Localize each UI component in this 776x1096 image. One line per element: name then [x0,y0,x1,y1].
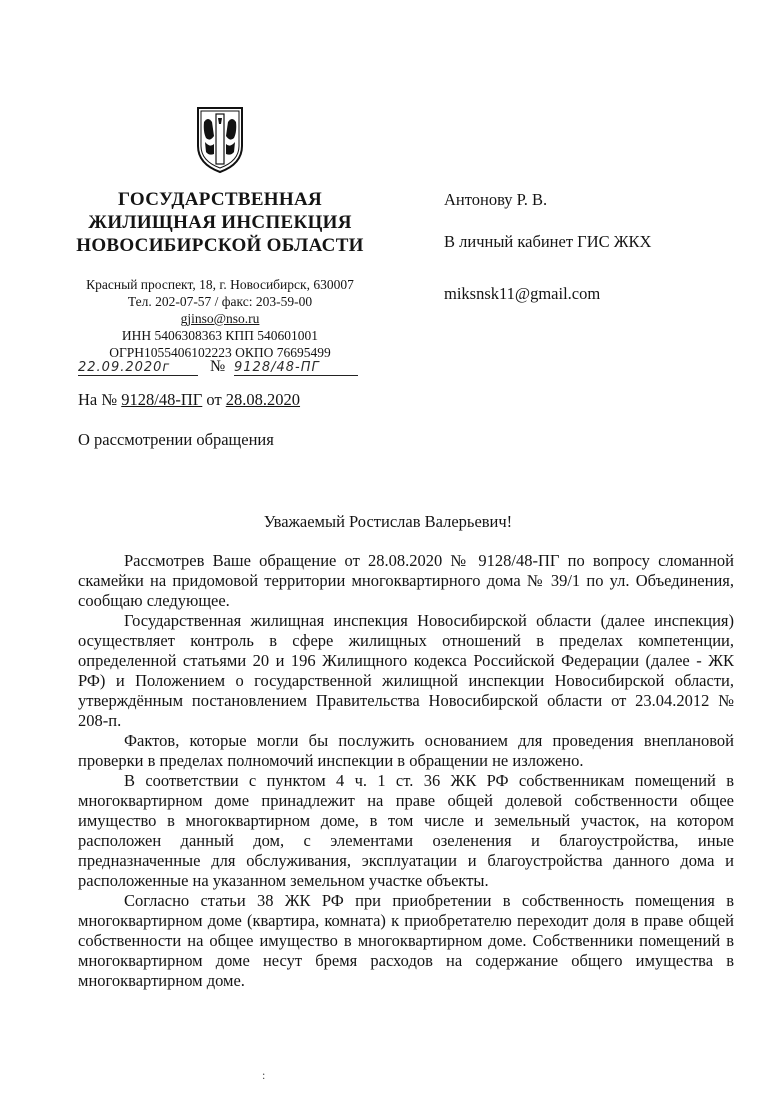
org-name-line-3: НОВОСИБИРСКОЙ ОБЛАСТИ [76,235,364,256]
recipient-email: miksnsk11@gmail.com [444,284,601,303]
org-phone: Тел. 202-07-57 / факс: 203-59-00 [127,294,313,309]
outgoing-registration [74,360,364,384]
footer-mark: : [262,1068,266,1082]
body-paragraph-5: Согласно статьи 38 ЖК РФ при приобретении в собственность помещения в многоквартирном доме (квартира, комната) к приобретателю переходит доля в праве общей собственности на общее имущество в многоквартирном доме. Собственники помещений в многоквартирном доме несут бремя расходов на содержание общего имущества в многоквартирном доме. [78,891,734,990]
org-inn-kpp: ИНН 5406308363 КПП 540601001 [121,328,319,343]
recipient-name: Антонову Р. В. [444,190,548,209]
body-paragraph-4: В соответствии с пунктом 4 ч. 1 ст. 36 ЖК РФ собственникам помещений в многоквартирном доме принадлежит на праве общей долевой собственности общее имущество в многоквартирном доме, в том числе и земельный участок, на котором расположен данный дом, с элементами озеленения и благоустройства, иные предназначенные для обслуживания, эксплуатации и благоустройства данного дома и расположенные на указанном земельном участке объекты. [78,771,734,890]
outgoing-number: 9128/48-ПГ [234,360,358,376]
letter-body [78,551,734,991]
org-address: Красный проспект, 18, г. Новосибирск, 630007 [86,277,354,292]
organization-name [60,188,380,257]
org-name-line-1: ГОСУДАРСТВЕННАЯ [118,189,322,210]
coat-of-arms-icon [192,102,248,174]
recipient-delivery: В личный кабинет ГИС ЖКХ [444,232,652,251]
org-ogrn-okpo: ОГРН1055406102223 ОКПО 76695499 [109,345,331,360]
outgoing-date: 22.09.2020г [78,360,198,376]
org-email-link[interactable]: gjinso@nso.ru [180,311,260,326]
reference-prefix: На № [78,390,118,409]
reference-line [78,390,300,410]
body-paragraph-3: Фактов, которые могли бы послужить основанием для проведения внеплановой проверки в пределах полномочий инспекции в обращении не изложено. [78,731,734,770]
salutation: Уважаемый Ростислав Валерьевич! [263,512,513,531]
reference-middle: от [206,390,222,409]
number-sign: № [210,358,226,375]
organization-details [60,276,380,361]
body-paragraph-1: Рассмотрев Ваше обращение от 28.08.2020 № 9128/48-ПГ по вопросу сломанной скамейки на придомовой территории многоквартирного дома № 39/1 по ул. Объединения, сообщаю следующее. [78,551,734,610]
reference-number: 9128/48-ПГ [121,390,203,409]
body-paragraph-2: Государственная жилищная инспекция Новосибирской области (далее инспекция) осуществляет контроль в сфере жилищных отношений в пределах компетенции, определенной статьями 20 и 196 Жилищного кодекса Российской Федерации (далее - ЖК РФ) и Положением о государственной жилищной инспекции Новосибирской области, утверждённым постановлением Правительства Новосибирской области от 23.04.2012 № 208-п. [78,611,734,730]
reference-date: 28.08.2020 [225,390,301,409]
org-name-line-2: ЖИЛИЩНАЯ ИНСПЕКЦИЯ [88,212,352,233]
letter-subject: О рассмотрении обращения [78,430,274,449]
